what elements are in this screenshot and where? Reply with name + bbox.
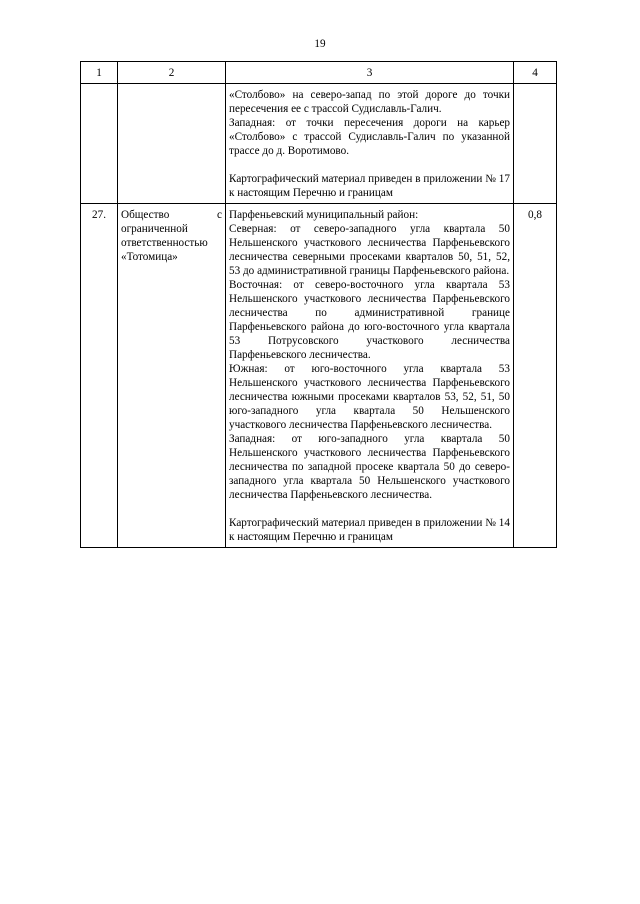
register-table	[80, 61, 557, 548]
boundary-paragraph: Южная: от юго-восточного угла квартала 53 Нельшенского участкового лесничества Парфеньевского лесничества южными просеками кварталов 53, 52, 51, 50 юго-западного угла квартала 50 Нельшенского участкового лесничества Парфеньевского лесничества.	[229, 363, 510, 431]
map-note: Картографический материал приведен в приложении № 14 к настоящим Перечню и границам	[229, 517, 510, 543]
boundary-paragraph: Западная: от юго-западного угла квартала 50 Нельшенского участкового лесничества Парфеньевского лесничества по западной просеке квартала 50 до северо-западного угла квартала 50 Нельшенского участкового лесничества Парфеньевского лесничества.	[229, 433, 510, 501]
column-header: 3	[226, 62, 514, 84]
column-header: 4	[514, 62, 557, 84]
column-header: 2	[118, 62, 226, 84]
boundary-paragraph: Западная: от точки пересечения дороги на карьер «Столбово» с трассой Судиславль-Галич по указанной трассе до д. Воротимово.	[229, 117, 510, 157]
table-row	[81, 84, 557, 204]
boundary-description	[226, 204, 514, 548]
boundary-description	[226, 84, 514, 204]
table-header-row	[81, 62, 557, 84]
row-number: 27.	[81, 204, 118, 548]
table-row	[81, 204, 557, 548]
map-note: Картографический материал приведен в приложении № 17 к настоящим Перечню и границам	[229, 173, 510, 199]
boundary-paragraph: Парфеньевский муниципальный район:	[229, 209, 419, 221]
page-number: 19	[314, 38, 326, 50]
boundary-paragraph: Северная: от северо-западного угла квартала 50 Нельшенского участкового лесничества Парфеньевского лесничества северными просеками кварталов 50, 51, 52, 53 до административной границы Парфеньевского района.	[229, 223, 510, 277]
column-header: 1	[81, 62, 118, 84]
area-value	[514, 84, 557, 204]
organization-name	[118, 84, 226, 204]
row-number	[81, 84, 118, 204]
boundary-paragraph: Восточная: от северо-восточного угла квартала 53 Нельшенского участкового лесничества Парфеньевского лесничества по административной границе Парфеньевского района до юго-восточного угла квартала 53 Потрусовского участкового лесничества Парфеньевского лесничества.	[229, 279, 510, 361]
organization-name: Общество с ограниченной ответственностью «Тотомица»	[118, 204, 226, 548]
area-value: 0,8	[514, 204, 557, 548]
boundary-paragraph: «Столбово» на северо-запад по этой дороге до точки пересечения ее с трассой Судиславль-Галич.	[229, 89, 510, 115]
